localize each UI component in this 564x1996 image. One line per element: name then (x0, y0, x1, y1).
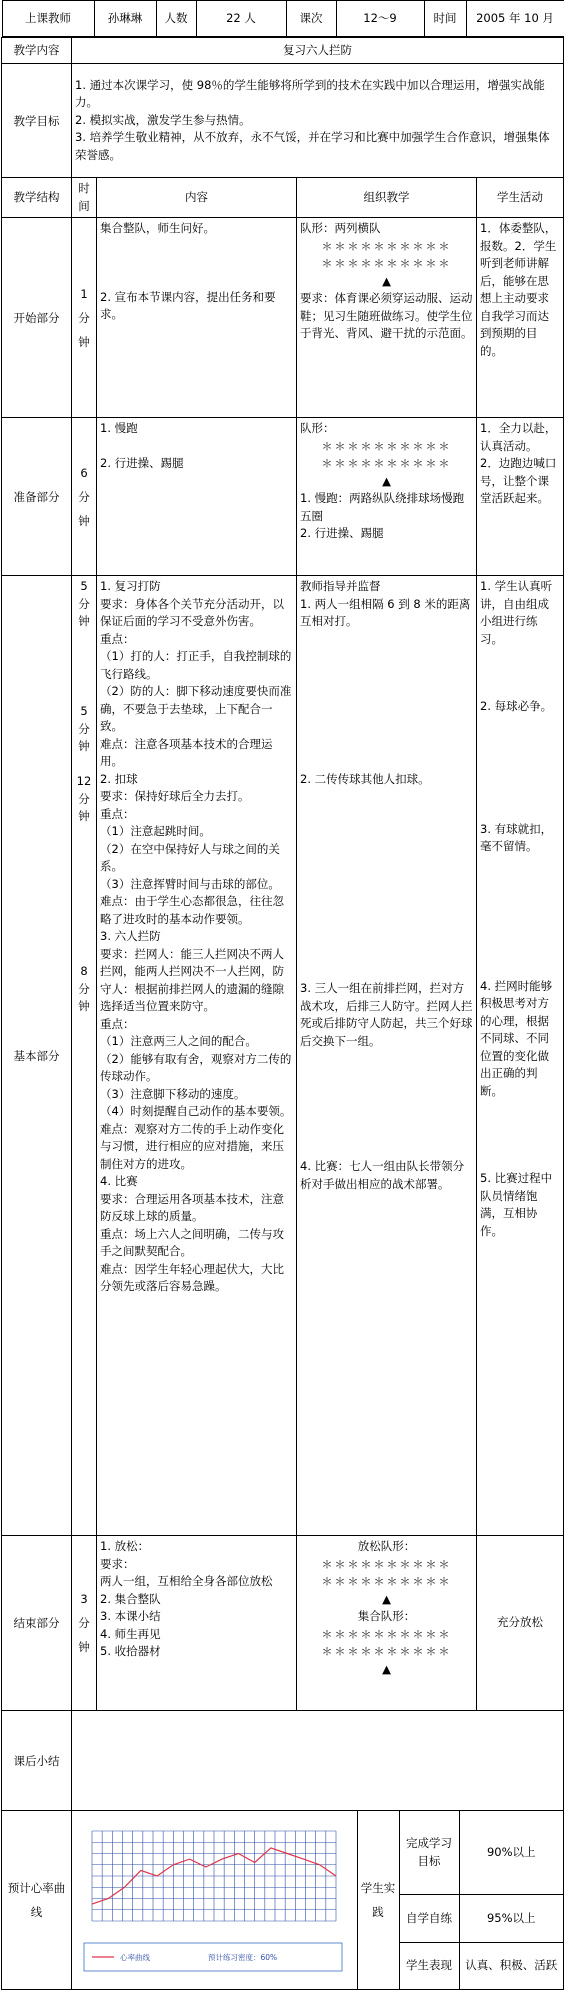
col-structure: 教学结构 (2, 178, 72, 218)
content-line: （2）在空中保持好人与球之间的关系。 (100, 841, 280, 873)
teacher-name: 孙琳琳 (94, 1, 156, 37)
part4-org (297, 1536, 477, 1711)
part4-activity: 充分放松 (477, 1536, 564, 1711)
part1-time: 1分钟 (72, 218, 97, 418)
content-line: （3）注意脚下移动的速度。 (100, 1086, 246, 1101)
part3-org (297, 576, 477, 1536)
heart-inner (72, 1811, 563, 1989)
formation-row: ＊＊＊＊＊＊＊＊＊＊ (321, 1645, 452, 1658)
org-title: 队形： (300, 421, 335, 435)
content-value: 复习六人拦防 (72, 38, 564, 64)
org-item: 2. 行进操、踢腿 (300, 526, 384, 540)
content-line: 难点：注意各项基本技术的合理运用。 (100, 736, 273, 768)
content-line: 要求：保持好球后全力去打。 (100, 789, 250, 803)
time-label: 时间 (424, 1, 466, 37)
org-title: 集合队形： (357, 1609, 416, 1623)
part1-label: 开始部分 (2, 218, 72, 418)
formation-row: ＊＊＊＊＊＊＊＊＊＊ (321, 1575, 452, 1588)
teacher-label: 上课教师 (2, 1, 94, 37)
legend-density-label: 预计练习密度：60% (208, 1953, 278, 1962)
content-line: （2）防的人：脚下移动速度要快而准确，不要急于去垫球，上下配合一致。 (100, 684, 292, 733)
teacher-marker-icon: ▲ (382, 273, 391, 288)
heart-rate-chart (78, 1825, 350, 1975)
practice-key: 完成学习目标 (399, 1811, 459, 1895)
content-line: （1）注意起跳时间。 (100, 824, 211, 838)
content-line: 4. 比赛 (100, 1174, 138, 1188)
activity-item: 3. 有球就扣，毫不留情。 (480, 821, 553, 853)
content-line: 集合整队，师生问好。 (100, 221, 215, 235)
content-line: 2. 宣布本节课内容，提出任务和要求。 (100, 289, 276, 321)
org-title: 放松队形： (357, 1539, 416, 1553)
formation-row: ＊＊＊＊＊＊＊＊＊＊ (321, 1627, 452, 1641)
content-line: 重点：场上六人之间明确，二传与攻手之间默契配合。 (100, 1226, 284, 1258)
goals-label: 教学目标 (2, 64, 72, 178)
content-line: 3. 六人拦防 (100, 929, 161, 943)
content-line: 要求： (100, 1556, 135, 1571)
content-line: 2. 集合整队 (100, 1591, 161, 1606)
content-line: （2）能够有取有舍，观察对方二传的传球动作。 (100, 1051, 292, 1083)
formation-row: ＊＊＊＊＊＊＊＊＊＊ (321, 439, 452, 453)
heart-section (72, 1811, 564, 1990)
practice-key: 自学自练 (399, 1895, 459, 1943)
part2-time: 6分钟 (72, 418, 97, 576)
activity-item: 4. 拦网时能够积极思考对方的心理，根据不同球、不同位置的变化做出正确的判断。 (480, 978, 553, 1098)
formation-row: ＊＊＊＊＊＊＊＊＊＊ (321, 239, 452, 253)
content-line: 难点：观察对方二传的手上动作变化与习惯，进行相应的应对措施，来压制住对方的进攻。 (100, 1121, 284, 1171)
content-line: （1）打的人：打正手，自我控制球的飞行路线。 (100, 649, 292, 681)
time-slot: 5分钟 (78, 579, 90, 628)
org-item: 1. 慢跑：两路纵队绕排球场慢跑五圈 (300, 491, 465, 523)
activity-item: 5. 比赛过程中队员情绪饱满，互相协作。 (480, 1171, 553, 1238)
content-line: 1. 放松： (100, 1539, 150, 1553)
org-item: 教师指导并监督 (300, 579, 381, 593)
org-item: 1. 两人一组相隔 6 到 8 米的距离互相对打。 (300, 596, 471, 628)
part1-activity: 1．体委整队，报数。2．学生听到老师讲解后，能够在思想上主动要求自我学习而达到预期的目的。 (477, 218, 564, 418)
practice-key: 学生表现 (399, 1942, 459, 1989)
activity-item: 2．边跑边喊口号，让整个课堂活跃起来。 (480, 456, 557, 505)
teacher-marker-icon: ▲ (382, 1591, 391, 1606)
content-line: 3. 本课小结 (100, 1609, 161, 1623)
teacher-marker-icon: ▲ (382, 473, 391, 488)
goal-item: 3. 培养学生敬业精神，从不放弃，永不气馁，并在学习和比赛中加强学生合作意识，增强集体荣誉感。 (75, 130, 550, 162)
content-line: （3）注意挥臂时间与击球的部位。 (100, 876, 280, 891)
goal-item: 1. 通过本次课学习，使 98％的学生能够将所学到的技术在实践中加以合理运用，增强实战能力。 (75, 77, 545, 110)
count-label: 人数 (156, 1, 196, 37)
chart-grid (92, 1831, 336, 1921)
col-time: 时间 (72, 178, 97, 218)
content-line: 1. 慢跑 (100, 421, 138, 435)
content-line: 重点： (100, 1016, 135, 1031)
content-line: 难点：因学生年轻心理起伏大，大比分领先或落后容易急躁。 (100, 1261, 284, 1293)
part4-content (97, 1536, 297, 1711)
time-slot: 12分钟 (76, 774, 92, 823)
part2-label: 准备部分 (2, 418, 72, 576)
col-organization: 组织教学 (297, 178, 477, 218)
goal-item: 2. 模拟实战，激发学生参与热情。 (75, 112, 251, 127)
time-slot: 8分钟 (78, 964, 90, 1013)
col-content: 内容 (97, 178, 297, 218)
content-line: 1. 复习打防 (100, 579, 161, 593)
part2-org (297, 418, 477, 576)
activity-item: 2. 每球必争。 (480, 699, 553, 713)
part4-time: 3分钟 (72, 1536, 97, 1711)
org-title: 队形：两列横队 (300, 221, 381, 235)
time-value: 2005 年 10 月 (466, 1, 564, 37)
part3-times (72, 576, 97, 1536)
practice-value: 90%以上 (459, 1811, 563, 1895)
content-line: 2. 扣球 (100, 771, 138, 786)
lesson-value: 12～9 (336, 1, 424, 37)
part2-activity (477, 418, 564, 576)
content-line: （1）注意两三人之间的配合。 (100, 1034, 257, 1048)
part3-label: 基本部分 (2, 576, 72, 1536)
heart-chart-cell (72, 1811, 357, 1989)
content-line: 难点：由于学生心态都很急，往往忽略了进攻时的基本动作要领。 (100, 894, 284, 926)
formation-row: ＊＊＊＊＊＊＊＊＊＊ (321, 257, 452, 270)
content-line: 2. 行进操、踢腿 (100, 455, 184, 470)
goals-list (72, 64, 564, 178)
content-line: （4）时刻提醒自己动作的基本要领。 (100, 1104, 292, 1118)
heart-rate-svg (78, 1825, 350, 1975)
content-line: 4. 师生再见 (100, 1626, 161, 1641)
summary-value (72, 1711, 564, 1811)
content-label: 教学内容 (2, 38, 72, 64)
formation-row: ＊＊＊＊＊＊＊＊＊＊ (321, 457, 452, 470)
time-slot: 5分钟 (78, 704, 90, 753)
org-item: 2. 二传传球其他人扣球。 (300, 771, 430, 786)
org-item: 4. 比赛：七人一组由队长带领分析对手做出相应的战术部署。 (300, 1159, 465, 1191)
content-line: 要求：拦网人：能三人拦网决不两人拦网，能两人拦网决不一人拦网，防守人：根据前排拦网人的遗漏的缝隙选择适当位置来防守。 (100, 946, 284, 1013)
content-line: 重点： (100, 631, 135, 646)
org-text: 要求：体育课必须穿运动服、运动鞋；见习生随班做练习。使学生位于背光、背风、避干扰的示范面。 (300, 291, 473, 340)
lesson-plan-table (1, 0, 564, 1990)
part2-content (97, 418, 297, 576)
org-item: 3. 三人一组在前排拦网，拦对方战术攻，后排三人防守。拦网人拦死或后排防守人防起，共三个好球后交换下一组。 (300, 981, 473, 1048)
content-line: 要求：合理运用各项基本技术，注意防反球上球的质量。 (100, 1191, 284, 1223)
practice-value: 95%以上 (459, 1895, 563, 1943)
activity-item: 1. 学生认真听讲，自由组成小组进行练习。 (480, 579, 553, 646)
part3-activity (477, 576, 564, 1536)
practice-label: 学生实践 (357, 1811, 399, 1989)
header-row (2, 0, 564, 37)
activity-item: 1．全力以赴，认真活动。 (480, 421, 557, 453)
content-line: 5. 收拾器材 (100, 1644, 161, 1658)
formation-row: ＊＊＊＊＊＊＊＊＊＊ (321, 1557, 452, 1571)
part4-label: 结束部分 (2, 1536, 72, 1711)
legend-line-label: 心率曲线 (120, 1953, 151, 1962)
content-line: 两人一组，互相给全身各部位放松 (100, 1574, 273, 1588)
count-value: 22 人 (196, 1, 286, 37)
practice-value: 认真、积极、活跃 (465, 1958, 558, 1973)
lesson-label: 课次 (286, 1, 336, 37)
part1-org (297, 218, 477, 418)
teacher-marker-icon: ▲ (382, 1661, 391, 1676)
content-line: 要求：身体各个关节充分活动开，以保证后面的学习不受意外伤害。 (100, 596, 284, 628)
content-line: 重点： (100, 806, 135, 821)
col-activity: 学生活动 (477, 178, 564, 218)
part3-content (97, 576, 297, 1536)
summary-label: 课后小结 (2, 1711, 72, 1811)
part1-content (97, 218, 297, 418)
heart-label: 预计心率曲线 (2, 1811, 72, 1990)
